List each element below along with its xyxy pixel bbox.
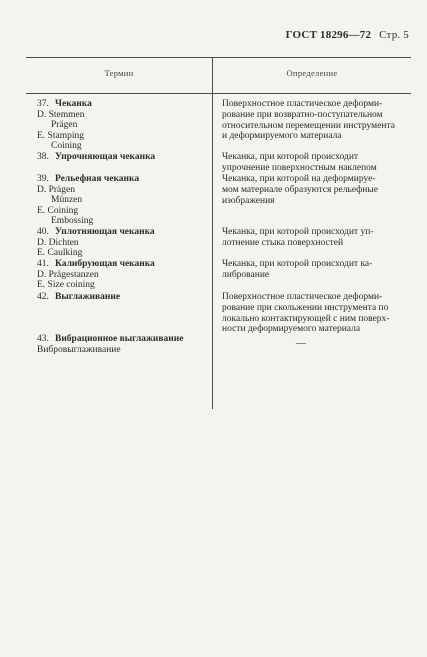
term-synonym: Embossing	[51, 216, 94, 227]
table-body-divider	[212, 94, 213, 409]
definition-line: Чеканка, при которой происходит	[222, 152, 359, 162]
term-entry-43	[37, 334, 183, 355]
term-synonym: D. Prägen	[37, 184, 75, 195]
terms-table-header	[26, 57, 411, 93]
term-title: Рельефная чеканка	[55, 174, 140, 184]
definition-41	[222, 259, 407, 281]
table-top-rule	[26, 57, 411, 58]
definition-line: ности деформируемого материала	[222, 324, 361, 335]
term-title: Чеканка	[55, 99, 92, 109]
term-title: Упрочняющая чеканка	[55, 152, 156, 162]
table-header-rule	[26, 93, 411, 94]
definition-43-dash: —	[296, 338, 306, 349]
page-number: Стр. 5	[379, 29, 409, 41]
term-synonym: Вибровыглаживание	[37, 344, 121, 355]
term-synonym: E. Coining	[37, 205, 79, 216]
term-entry-39	[37, 174, 139, 227]
definition-line: лотнение стыка поверхностей	[222, 237, 344, 248]
term-entry-42	[37, 292, 120, 303]
definition-line: Чеканка, при которой на деформируе-	[222, 174, 376, 184]
definition-37	[222, 99, 407, 142]
term-synonym: E. Size coining	[37, 280, 95, 291]
term-synonym: E. Caulking	[37, 248, 83, 259]
term-synonym: Coining	[51, 141, 82, 152]
term-synonym: Prägen	[51, 120, 78, 131]
term-synonym: E. Stamping	[37, 130, 84, 141]
definition-line: рование при возвратно-поступательном	[222, 109, 383, 120]
term-synonym: D. Stemmen	[37, 109, 85, 120]
page-header	[286, 29, 409, 41]
entry-number: 39.	[37, 174, 49, 184]
definition-line: Поверхностное пластическое деформи-	[222, 292, 383, 302]
column-header-term: Термин	[104, 68, 134, 78]
term-synonym: D. Prägestanzen	[37, 269, 99, 280]
definition-line: локально контактирующей с ним поверх-	[222, 313, 390, 324]
term-title: Уплотняющая чеканка	[55, 227, 155, 237]
term-title: Выглаживание	[55, 292, 121, 302]
entry-number: 43.	[37, 334, 49, 344]
definition-line: Поверхностное пластическое деформи-	[222, 99, 383, 109]
definition-line: изображения	[222, 195, 275, 206]
definition-line: либрование	[222, 269, 270, 280]
definition-line: упрочнение поверхностным наклепом	[222, 162, 377, 173]
definition-line: Чеканка, при которой происходит ка-	[222, 259, 373, 269]
definition-39	[222, 174, 407, 206]
term-entry-38	[37, 152, 155, 163]
definition-42	[222, 292, 407, 335]
definition-line: мом материале образуются рельефные	[222, 184, 378, 195]
term-synonym: D. Dichten	[37, 237, 79, 248]
definition-38	[222, 152, 407, 174]
definition-line: Чеканка, при которой происходит уп-	[222, 227, 374, 237]
entry-number: 40.	[37, 227, 49, 237]
term-title: Вибрационное выглаживание	[55, 334, 184, 344]
term-synonym: Münzen	[51, 195, 83, 206]
entry-number: 37.	[37, 99, 49, 109]
standard-number: ГОСТ 18296—72	[285, 29, 372, 41]
entry-number: 38.	[37, 152, 49, 162]
entry-number: 41.	[37, 259, 49, 269]
term-entry-37	[37, 99, 92, 152]
definition-line: относительном перемещении инструмента	[222, 120, 395, 131]
term-entry-40	[37, 227, 155, 259]
definition-line: рование при скольжении инструмента по	[222, 302, 389, 313]
term-entry-41	[37, 259, 155, 291]
definition-40	[222, 227, 407, 249]
column-header-definition: Определение	[286, 68, 338, 78]
term-title: Калибрующая чеканка	[55, 259, 155, 269]
definition-line: и деформируемого материала	[222, 131, 342, 142]
entry-number: 42.	[37, 292, 49, 302]
